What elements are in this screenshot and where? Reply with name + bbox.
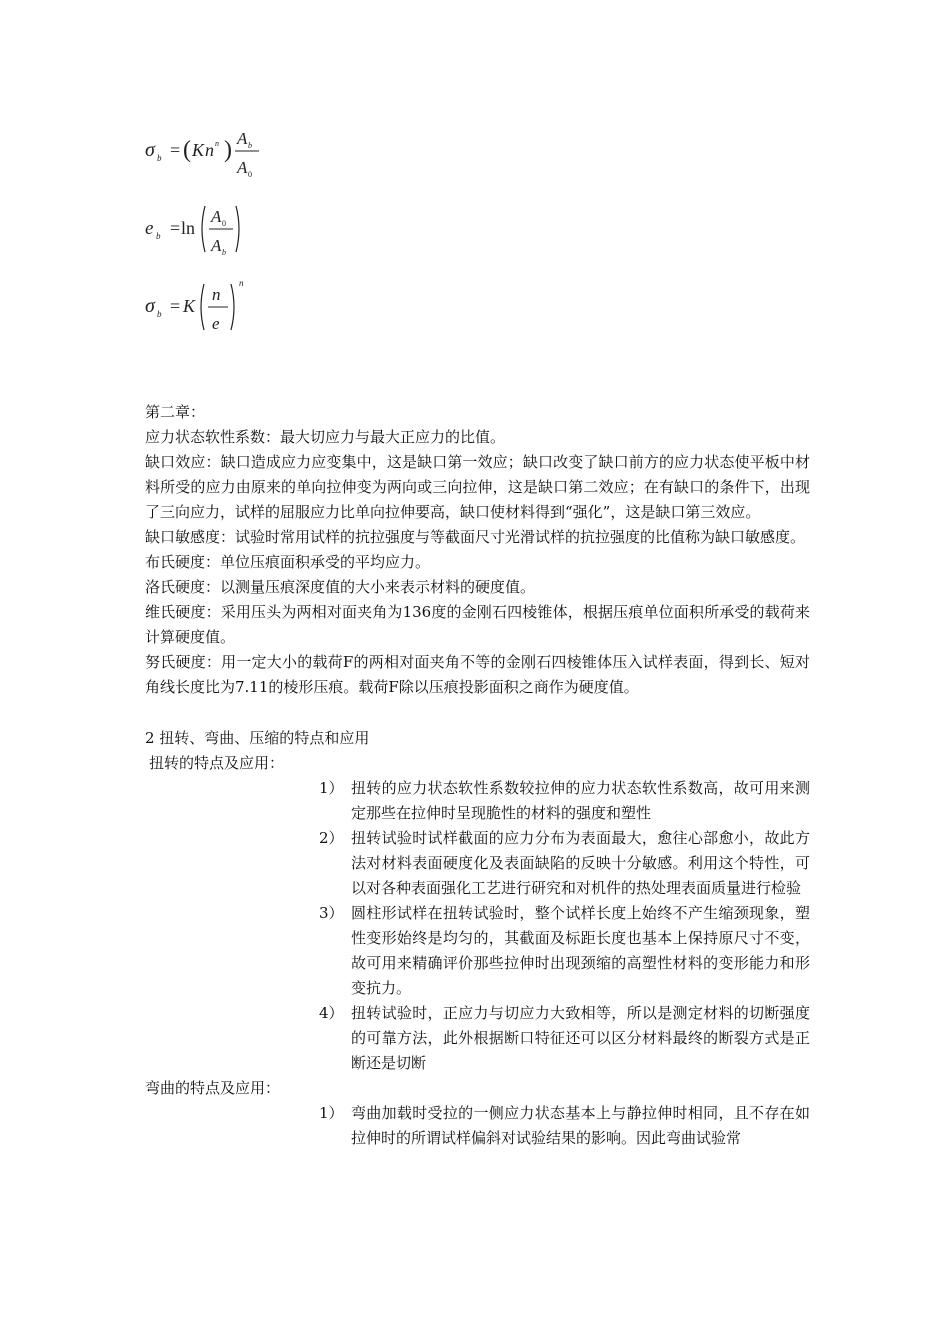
formula-true-stress (145, 122, 275, 182)
definition-brinell-hardness: 布氏硬度：单位压痕面积承受的平均应力。 (145, 553, 431, 571)
f1-equals: = (170, 140, 181, 160)
f1-sigma-sub: b (157, 153, 162, 163)
f1-n: n (205, 140, 214, 160)
f3-left-paren (201, 284, 204, 330)
paragraph-gap (145, 700, 810, 726)
definition-vickers-hardness: 维氏硬度：采用压头为两相对面夹角为136度的金刚石四棱锥体，根据压痕单位面积所承受的载荷来计算硬度值。 (145, 603, 810, 646)
list-item-text: 圆柱形试样在扭转试验时，整个试样长度上始终不产生缩颈现象，塑性变形始终是均匀的，其截面及标距长度也基本上保持原尺寸不变，故可用来精确评价那些拉伸时出现颈缩的高塑性材料的变形能力和形变抗力。 (351, 904, 810, 997)
definition-notch-sensitivity: 缺口敏感度：试验时常用试样的抗拉强度与等截面尺寸光滑试样的抗拉强度的比值称为缺口敏感度。 (145, 528, 806, 546)
list-item-number: 2） (319, 829, 344, 847)
f1-sigma: σ (145, 139, 155, 161)
f3-equals: = (170, 296, 181, 316)
list-item-text: 扭转试验时，正应力与切应力大致相等，所以是测定材料的切断强度的可靠方法，此外根据断口特征还可以区分材料最终的断裂方式是正断还是切断 (351, 1004, 810, 1072)
f3-sigma-sub: b (157, 309, 162, 319)
formula-true-strain (145, 200, 275, 260)
list-item-text: 扭转的应力状态软性系数较拉伸的应力状态软性系数高，故可用来测定那些在拉伸时呈现脆性的材料的强度和塑性 (351, 779, 810, 822)
bending-list (145, 1101, 810, 1151)
f2-e: e (145, 218, 154, 239)
list-item (319, 1101, 810, 1151)
list-item-number: 3） (319, 904, 344, 922)
f2-equals: = (170, 218, 181, 238)
torsion-list (145, 776, 810, 1076)
formula-true-strain-svg (145, 200, 275, 260)
definition-rockwell-hardness: 洛氏硬度：以测量压痕深度值的大小来表示材料的硬度值。 (145, 578, 536, 596)
torsion-heading: 扭转的特点及应用： (149, 754, 285, 772)
formula-true-stress-svg (145, 122, 275, 182)
f2-num-a: A (211, 207, 222, 226)
f3-k: K (183, 296, 196, 316)
list-item (319, 901, 810, 1001)
f2-den-sub: b (222, 248, 226, 257)
f2-e-sub: b (156, 231, 161, 241)
formula-hollomon (145, 278, 275, 338)
f3-right-paren (231, 284, 234, 330)
f1-paren-open: ( (183, 137, 191, 163)
f2-num-sub: 0 (222, 219, 226, 228)
f2-den-a: A (211, 236, 222, 255)
list-item-number: 1） (319, 1104, 344, 1122)
section-title: 2 扭转、弯曲、压缩的特点和应用 (145, 729, 370, 747)
bending-heading: 弯曲的特点及应用： (145, 1079, 281, 1097)
chapter-title: 第二章： (145, 403, 206, 421)
f1-den-a: A (237, 158, 248, 177)
list-item-text: 扭转试验时试样截面的应力分布为表面最大，愈往心部愈小，故此方法对材料表面硬度化及表面缺陷的反映十分敏感。利用这个特性，可以对各种表面强化工艺进行研究和对机件的热处理表面质量进行检验 (351, 829, 810, 897)
f1-num-sub: b (248, 141, 252, 150)
f2-ln: ln (181, 218, 196, 238)
f1-num-a: A (237, 129, 248, 148)
f2-left-paren (202, 206, 205, 252)
f1-paren-close: ) (224, 137, 232, 163)
list-item-number: 1） (319, 779, 344, 797)
f1-den-sub: 0 (248, 170, 252, 179)
f3-num-n: n (212, 285, 221, 304)
list-item (319, 776, 810, 826)
f3-sigma: σ (145, 295, 155, 317)
f2-right-paren (236, 206, 239, 252)
definition-knoop-hardness: 努氏硬度：用一定大小的载荷F的两相对面夹角不等的金刚石四棱锥体压入试样表面，得到长、短对角线长度比为7.11的棱形压痕。载荷F除以压痕投影面积之商作为硬度值。 (145, 653, 810, 696)
f1-n-sup: n (215, 139, 219, 148)
f1-k: K (192, 140, 205, 160)
list-item (319, 826, 810, 901)
f3-den-e: e (212, 314, 220, 333)
list-item-number: 4） (319, 1004, 344, 1022)
definition-stress-softness: 应力状态软性系数：最大切应力与最大正应力的比值。 (145, 428, 506, 446)
list-item-text: 弯曲加载时受拉的一侧应力状态基本上与静拉伸时相同，且不存在如拉伸时的所谓试样偏斜对试验结果的影响。因此弯曲试验常 (351, 1104, 810, 1147)
formula-hollomon-svg (145, 278, 275, 338)
definition-notch-effect: 缺口效应：缺口造成应力应变集中，这是缺口第一效应；缺口改变了缺口前方的应力状态使平板中材料所受的应力由原来的单向拉伸变为两向或三向拉伸，这是缺口第二效应；在有缺口的条件下，出现了三向应力，试样的屈服应力比单向拉伸要高，缺口使材料得到“强化”，这是缺口第三效应。 (145, 453, 810, 521)
list-item (319, 1001, 810, 1076)
document-body (145, 400, 810, 1151)
f3-sup-n: n (239, 278, 244, 288)
